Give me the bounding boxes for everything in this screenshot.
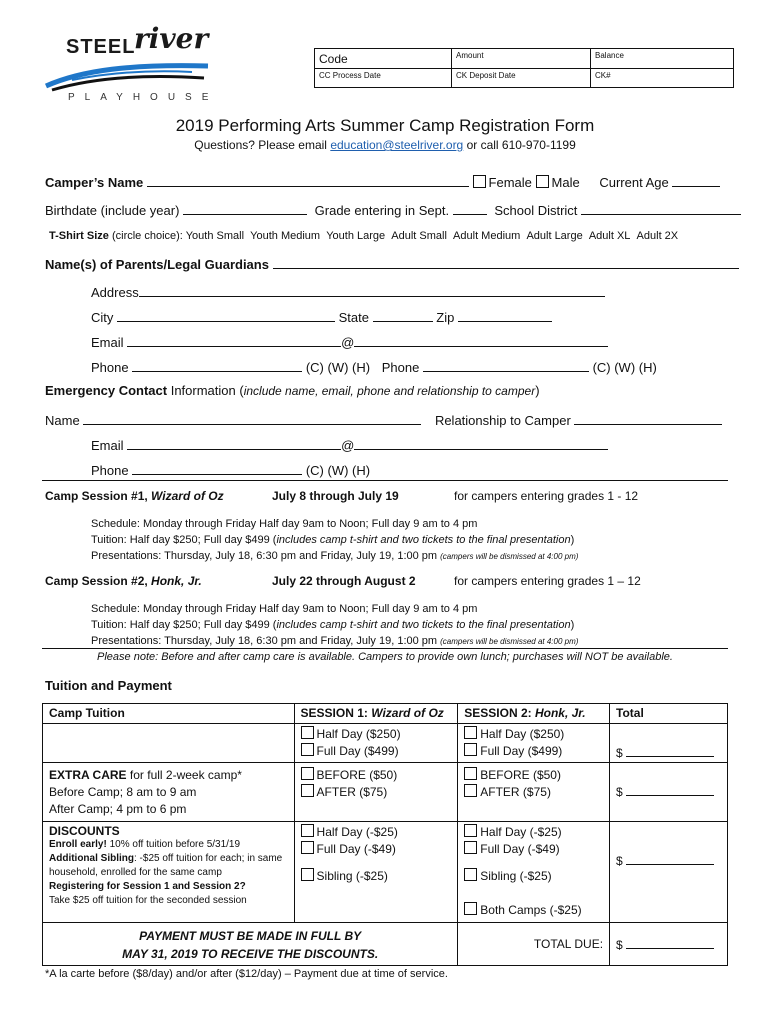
session-2-header bbox=[458, 704, 610, 724]
s1-disc-full-checkbox[interactable] bbox=[301, 841, 314, 854]
male-checkbox[interactable] bbox=[536, 175, 549, 188]
session-1-label bbox=[45, 489, 224, 503]
payment-line-2: MAY 31, 2019 TO RECEIVE THE DISCOUNTS. bbox=[122, 947, 379, 961]
current-age-input[interactable] bbox=[672, 174, 720, 187]
s1-before-label: BEFORE ($50) bbox=[316, 768, 398, 782]
s1-disc-half-label: Half Day (-$25) bbox=[316, 825, 398, 839]
current-age-label: Current Age bbox=[599, 175, 669, 190]
session-1-dates: July 8 through July 19 bbox=[272, 489, 399, 503]
state-label: State bbox=[338, 310, 369, 325]
discounts-cell bbox=[43, 822, 295, 923]
session-1-header-show: Wizard of Oz bbox=[371, 706, 444, 720]
footnote: *A la carte before ($8/day) and/or after ($12/day) – Payment due at time of service. bbox=[45, 968, 448, 980]
relationship-input[interactable] bbox=[574, 412, 722, 425]
birthdate-label: Birthdate (include year) bbox=[45, 203, 180, 218]
s2-disc-half-label: Half Day (-$25) bbox=[480, 825, 562, 839]
tshirt-size-7[interactable]: Adult 2X bbox=[636, 230, 679, 242]
session-2-header-show: Honk, Jr. bbox=[534, 706, 586, 720]
tuition-dollar: $ bbox=[616, 746, 623, 760]
relationship-label: Relationship to Camper bbox=[434, 413, 571, 428]
extra-care-bold: EXTRA CARE bbox=[49, 768, 127, 782]
session-1-extra-options bbox=[294, 763, 458, 822]
city-input[interactable] bbox=[117, 309, 335, 322]
parents-label: Name(s) of Parents/Legal Guardians bbox=[45, 257, 269, 272]
total-header: Total bbox=[610, 704, 728, 724]
total-due-cell bbox=[610, 923, 728, 966]
amount-label: Amount bbox=[456, 51, 484, 60]
tshirt-size-0[interactable]: Youth Small bbox=[185, 230, 245, 242]
session-2-header-prefix: SESSION 2: bbox=[464, 706, 535, 720]
sibling-rest: : -$25 off tuition for each; in same household, enrolled for the same camp bbox=[49, 853, 283, 878]
early-bold: Enroll early! bbox=[49, 839, 107, 850]
parent-phone-label: Phone bbox=[91, 360, 129, 375]
s2-full-day-checkbox[interactable] bbox=[464, 743, 477, 756]
payment-line-1: PAYMENT MUST BE MADE IN FULL BY bbox=[139, 929, 362, 943]
s2-disc-full-checkbox[interactable] bbox=[464, 841, 477, 854]
ck-deposit-date-label: CK Deposit Date bbox=[456, 71, 516, 80]
total-due-label: TOTAL DUE: bbox=[533, 937, 604, 951]
session-1-presentations-text: Presentations: Thursday, July 18, 6:30 pm and Friday, July 19, 1:00 pm bbox=[91, 550, 441, 562]
ck-number-field[interactable] bbox=[591, 69, 733, 87]
zip-label: Zip bbox=[436, 310, 455, 325]
s1-sibling-checkbox[interactable] bbox=[301, 868, 314, 881]
email-link[interactable]: education@steelriver.org bbox=[330, 138, 464, 152]
state-input[interactable] bbox=[373, 309, 433, 322]
s2-sibling-checkbox[interactable] bbox=[464, 868, 477, 881]
extra-care-total-input[interactable] bbox=[626, 783, 714, 796]
sibling-bold: Additional Sibling bbox=[49, 853, 134, 864]
address-row bbox=[91, 284, 605, 300]
tuition-heading: Tuition and Payment bbox=[45, 678, 172, 693]
s1-full-day-label: Full Day ($499) bbox=[316, 744, 399, 758]
discount-dollar: $ bbox=[616, 854, 623, 868]
discount-total-cell bbox=[610, 822, 728, 923]
city-label: City bbox=[91, 310, 114, 325]
session-2-schedule: Schedule: Monday through Friday Half day 9am to Noon; Full day 9 am to 4 pm bbox=[91, 603, 478, 615]
s2-half-day-checkbox[interactable] bbox=[464, 726, 477, 739]
emergency-email-domain-input[interactable] bbox=[354, 437, 608, 450]
extra-care-cell bbox=[43, 763, 295, 822]
total-due-label-cell bbox=[458, 923, 610, 966]
emergency-phone-label: Phone bbox=[91, 463, 129, 478]
extra-dollar: $ bbox=[616, 785, 623, 799]
s1-after-checkbox[interactable] bbox=[301, 784, 314, 797]
parent-phone-2-label: Phone bbox=[381, 360, 420, 375]
parent-email-row bbox=[91, 334, 608, 350]
s2-before-label: BEFORE ($50) bbox=[480, 768, 561, 782]
camp-tuition-header: Camp Tuition bbox=[43, 704, 295, 724]
session-1-tuition-italic: includes camp t-shirt and two tickets to the final presentation bbox=[276, 534, 571, 546]
s1-before-checkbox[interactable] bbox=[301, 767, 314, 780]
s2-after-checkbox[interactable] bbox=[464, 784, 477, 797]
steelriver-logo bbox=[42, 22, 219, 106]
table-row bbox=[43, 923, 728, 966]
both-camps-label: Both Camps (-$25) bbox=[480, 903, 582, 917]
before-camp-text: Before Camp; 8 am to 9 am bbox=[49, 785, 197, 799]
session-2-details bbox=[91, 601, 578, 650]
male-label: Male bbox=[551, 175, 580, 190]
questions-line bbox=[0, 138, 770, 152]
session-1-show: Wizard of Oz bbox=[151, 489, 224, 503]
birthdate-row bbox=[45, 202, 741, 218]
table-row bbox=[43, 724, 728, 763]
tshirt-label: T-Shirt Size bbox=[49, 230, 109, 242]
logo-steel-text: STEEL bbox=[66, 36, 136, 58]
parents-input[interactable] bbox=[273, 256, 739, 269]
logo-wave-icon bbox=[42, 56, 212, 94]
both-sessions-rest: Take $25 off tuition for the seconded session bbox=[49, 895, 247, 906]
s1-disc-full-label: Full Day (-$49) bbox=[316, 842, 396, 856]
birthdate-input[interactable] bbox=[183, 202, 307, 215]
tshirt-size-6[interactable]: Adult XL bbox=[588, 230, 631, 242]
ck-deposit-date-field[interactable] bbox=[452, 69, 591, 87]
emergency-info-italic: include name, email, phone and relationship to camper bbox=[243, 384, 536, 398]
s1-half-day-checkbox[interactable] bbox=[301, 726, 314, 739]
code-label: Code bbox=[319, 52, 348, 66]
session-1-title: Camp Session #1, bbox=[45, 489, 152, 503]
emergency-email-label: Email bbox=[91, 438, 124, 453]
s2-disc-full-label: Full Day (-$49) bbox=[480, 842, 560, 856]
early-rest: 10% off tuition before 5/31/19 bbox=[106, 839, 241, 850]
emergency-email-user-input[interactable] bbox=[127, 437, 341, 450]
session-1-schedule: Schedule: Monday through Friday Half day 9am to Noon; Full day 9 am to 4 pm bbox=[91, 518, 478, 530]
total-due-dollar: $ bbox=[616, 938, 623, 952]
tuition-total-cell bbox=[610, 724, 728, 763]
logo-river-text: river bbox=[134, 22, 209, 55]
emergency-phone-type[interactable]: (C) (W) (H) bbox=[305, 463, 371, 478]
parent-phone-1-input[interactable] bbox=[132, 359, 302, 372]
session-2-show: Honk, Jr. bbox=[151, 574, 202, 588]
amount-field[interactable] bbox=[452, 49, 591, 69]
session-1-tuition-a: Tuition: Half day $250; Full day $499 ( bbox=[91, 534, 277, 546]
emergency-name-label: Name bbox=[45, 413, 80, 428]
session-1-discount-options bbox=[294, 822, 458, 923]
tshirt-size-1[interactable]: Youth Medium bbox=[250, 230, 321, 242]
school-district-input[interactable] bbox=[581, 202, 741, 215]
grade-input[interactable] bbox=[453, 202, 487, 215]
session-2-dismiss: (campers will be dismissed at 4:00 pm) bbox=[440, 637, 579, 646]
session-2-grades: for campers entering grades 1 – 12 bbox=[454, 574, 641, 588]
address-input[interactable] bbox=[139, 284, 605, 297]
female-label: Female bbox=[488, 175, 532, 190]
session-1-presentations bbox=[91, 548, 578, 565]
parents-row bbox=[45, 256, 739, 272]
parent-phone-2-input[interactable] bbox=[423, 359, 589, 372]
extra-care-rest: for full 2-week camp* bbox=[126, 768, 242, 782]
s2-sibling-label: Sibling (-$25) bbox=[480, 869, 552, 883]
parent-email-user-input[interactable] bbox=[127, 334, 341, 347]
session-1-grades: for campers entering grades 1 - 12 bbox=[454, 489, 639, 503]
cc-process-date-label: CC Process Date bbox=[319, 71, 381, 80]
table-row bbox=[43, 763, 728, 822]
camper-name-row bbox=[45, 174, 720, 190]
tshirt-row bbox=[49, 230, 678, 242]
address-label: Address bbox=[91, 285, 139, 300]
balance-label: Balance bbox=[595, 51, 624, 60]
discount-total-input[interactable] bbox=[626, 852, 714, 865]
divider bbox=[42, 480, 728, 481]
emergency-info-close: ) bbox=[535, 383, 540, 398]
extra-care-total-cell bbox=[610, 763, 728, 822]
session-2-tuition-a: Tuition: Half day $250; Full day $499 ( bbox=[91, 619, 277, 631]
session-1-tuition-b: ) bbox=[570, 534, 575, 546]
emergency-label: Emergency Contact bbox=[45, 383, 168, 398]
questions-suffix: or call 610-970-1199 bbox=[463, 138, 576, 152]
session-2-extra-options bbox=[458, 763, 610, 822]
both-camps-checkbox[interactable] bbox=[464, 902, 477, 915]
s1-full-day-checkbox[interactable] bbox=[301, 743, 314, 756]
city-row bbox=[91, 309, 552, 325]
s1-after-label: AFTER ($75) bbox=[316, 785, 388, 799]
emergency-phone-row bbox=[91, 462, 370, 478]
parent-phone-row bbox=[91, 359, 657, 375]
code-field[interactable] bbox=[315, 49, 452, 69]
s1-disc-half-checkbox[interactable] bbox=[301, 824, 314, 837]
session-2-dates: July 22 through August 2 bbox=[272, 574, 416, 588]
cc-process-date-field[interactable] bbox=[315, 69, 452, 87]
emergency-email-row bbox=[91, 437, 608, 453]
care-note: Please note: Before and after camp care is available. Campers to provide own lunch; purchases will NOT be available. bbox=[97, 651, 673, 663]
session-2-tuition-italic: includes camp t-shirt and two tickets to the final presentation bbox=[276, 619, 571, 631]
page-title: 2019 Performing Arts Summer Camp Registration Form bbox=[175, 116, 595, 135]
parent-email-domain-input[interactable] bbox=[354, 334, 608, 347]
s2-half-day-label: Half Day ($250) bbox=[480, 727, 565, 741]
table-row bbox=[43, 822, 728, 923]
tuition-blank-cell bbox=[43, 724, 295, 763]
emergency-phone-input[interactable] bbox=[132, 462, 302, 475]
table-row bbox=[43, 704, 728, 724]
tshirt-size-4[interactable]: Adult Medium bbox=[453, 230, 521, 242]
session-1-header bbox=[294, 704, 458, 724]
zip-input[interactable] bbox=[458, 309, 552, 322]
s2-disc-half-checkbox[interactable] bbox=[464, 824, 477, 837]
session-2-discount-options bbox=[458, 822, 610, 923]
s2-full-day-label: Full Day ($499) bbox=[480, 744, 563, 758]
parent-email-label: Email bbox=[91, 335, 124, 350]
divider bbox=[42, 648, 728, 649]
after-camp-text: After Camp; 4 pm to 6 pm bbox=[49, 802, 187, 816]
emergency-name-input[interactable] bbox=[83, 412, 421, 425]
female-checkbox[interactable] bbox=[473, 175, 486, 188]
emergency-heading bbox=[45, 383, 540, 398]
tshirt-size-2[interactable]: Youth Large bbox=[326, 230, 386, 242]
emergency-info: Information ( bbox=[167, 383, 244, 398]
camper-name-label: Camper’s Name bbox=[45, 175, 144, 190]
parent-phone-1-type[interactable]: (C) (W) (H) bbox=[305, 360, 371, 375]
tuition-total-input[interactable] bbox=[626, 744, 714, 757]
questions-prefix: Questions? Please email bbox=[194, 138, 331, 152]
session-2-presentations-text: Presentations: Thursday, July 18, 6:30 pm and Friday, July 19, 1:00 pm bbox=[91, 635, 441, 647]
camper-name-input[interactable] bbox=[147, 174, 469, 187]
tshirt-note: (circle choice): bbox=[108, 230, 186, 242]
session-1-dismiss: (campers will be dismissed at 4:00 pm) bbox=[440, 552, 579, 561]
emergency-at-sign: @ bbox=[341, 438, 355, 453]
session-1-tuition-options bbox=[294, 724, 458, 763]
session-2-tuition-b: ) bbox=[570, 619, 575, 631]
grade-label: Grade entering in Sept. bbox=[314, 203, 450, 218]
at-sign: @ bbox=[341, 335, 355, 350]
total-due-input[interactable] bbox=[626, 936, 714, 949]
tshirt-size-3[interactable]: Adult Small bbox=[391, 230, 447, 242]
logo-playhouse-text: PLAYHOUSE bbox=[68, 92, 219, 103]
s2-before-checkbox[interactable] bbox=[464, 767, 477, 780]
session-1-tuition bbox=[91, 532, 578, 548]
tshirt-size-5[interactable]: Adult Large bbox=[526, 230, 583, 242]
session-1-details bbox=[91, 516, 578, 565]
s1-sibling-label: Sibling (-$25) bbox=[316, 869, 388, 883]
office-use-box bbox=[314, 48, 734, 88]
s2-after-label: AFTER ($75) bbox=[480, 785, 551, 799]
s1-half-day-label: Half Day ($250) bbox=[316, 727, 401, 741]
session-2-title: Camp Session #2, bbox=[45, 574, 152, 588]
session-1-header-prefix: SESSION 1: bbox=[300, 706, 372, 720]
session-2-label bbox=[45, 574, 202, 588]
both-sessions-bold: Registering for Session 1 and Session 2? bbox=[49, 881, 246, 892]
ck-number-label: CK# bbox=[595, 71, 611, 80]
emergency-name-row bbox=[45, 412, 722, 428]
parent-phone-2-type[interactable]: (C) (W) (H) bbox=[592, 360, 657, 375]
session-2-tuition bbox=[91, 617, 578, 633]
payment-notice bbox=[43, 923, 458, 966]
tuition-table bbox=[42, 703, 728, 966]
session-2-tuition-options bbox=[458, 724, 610, 763]
discounts-heading: DISCOUNTS bbox=[49, 824, 120, 838]
school-district-label: School District bbox=[494, 203, 578, 218]
balance-field[interactable] bbox=[591, 49, 733, 69]
